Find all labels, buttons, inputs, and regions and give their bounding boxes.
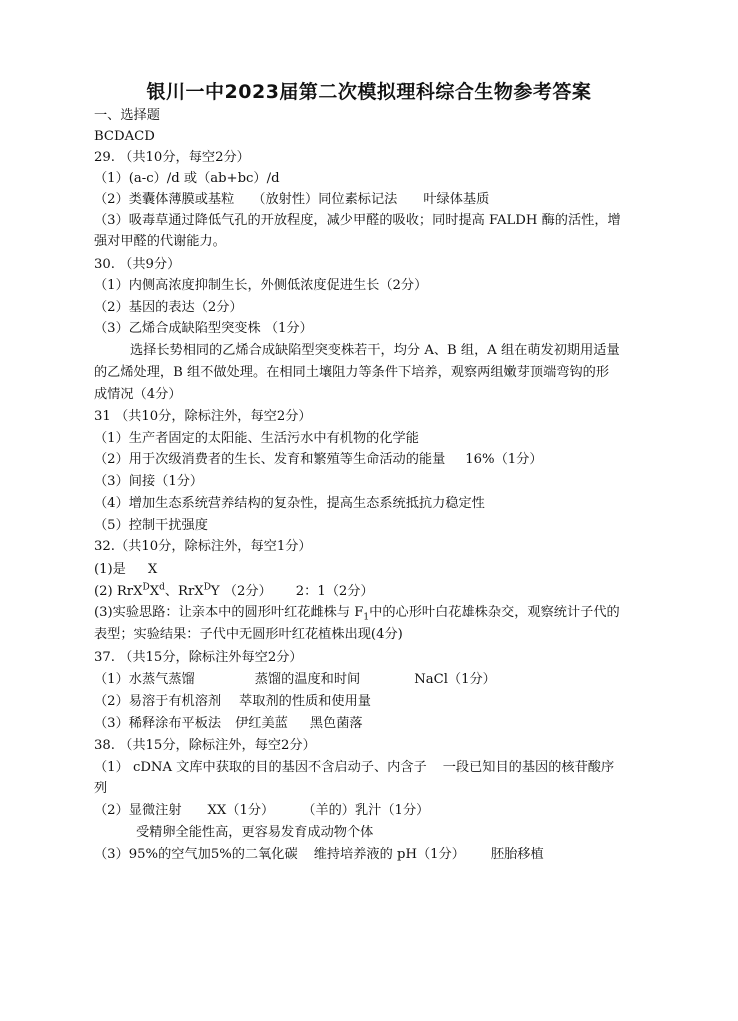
q31-header: 31 （共10分，除标注外，每空2分） (94, 409, 312, 424)
q30-paragraph-line-3: 成情况（4分） (94, 387, 182, 402)
q38-header: 38. （共15分，除标注外，每空2分） (94, 738, 316, 753)
q32-line-1-part-a: (1)是 (94, 562, 126, 577)
q32-line-3b: 表型；实验结果：子代中无圆形叶红花植株出现(4分) (94, 627, 403, 642)
q38-line-2 (94, 802, 654, 820)
q31-line-5: （5）控制干扰强度 (94, 518, 208, 533)
q38-line-2-part-b: XX（1分） (207, 803, 275, 818)
q30-line-2: （2）基因的表达（2分） (94, 300, 243, 315)
genotype-separator: 、RrX (164, 584, 204, 599)
q37-header: 37. （共15分，除标注外每空2分） (94, 650, 303, 665)
multiple-choice-answers: BCDACD (94, 129, 155, 144)
q32-line-3a (94, 604, 654, 622)
q29-line-2-part-b: （放射性）同位素标记法 (252, 192, 398, 207)
q31-line-2-part-a: （2）用于次级消费者的生长、发育和繁殖等生命活动的能量 (94, 452, 446, 467)
q38-line-1-part-b: 一段已知目的基因的核苷酸序 (442, 760, 615, 775)
q37-line-2-part-a: （2）易溶于有机溶剂 (94, 694, 222, 709)
q31-line-2-part-b: 16%（1分） (465, 452, 543, 467)
q37-line-3 (94, 715, 654, 733)
section-heading-multiple-choice: 一、选择题 (94, 108, 160, 123)
q38-line-2-part-a: （2）显微注射 (94, 803, 182, 818)
q31-line-1: （1）生产者固定的太阳能、生活污水中有机物的化学能 (94, 431, 419, 446)
q30-paragraph-line-1: 选择长势相同的乙烯合成缺陷型突变株若干，均分 A、B 组，A 组在萌发初期用适量 (130, 343, 620, 358)
q37-line-1-part-a: （1）水蒸气蒸馏 (94, 672, 195, 687)
q38-line-3 (94, 846, 654, 864)
q31-line-3: （3）间接（1分） (94, 474, 204, 489)
q38-line-1-part-a: （1） cDNA 文库中获取的目的基因不含启动子、内含子 (94, 760, 427, 775)
q32-line-3a-pre: (3)实验思路：让亲本中的圆形叶红花雌株与 F (94, 605, 364, 620)
q38-line-1-continued: 列 (94, 781, 108, 796)
q29-header: 29. （共10分，每空2分） (94, 150, 250, 165)
allele-D-superscript: D (142, 582, 150, 593)
q29-line-2 (94, 191, 654, 209)
q32-header: 32.（共10分，除标注外，每空1分） (94, 539, 312, 554)
f1-subscript: 1 (363, 612, 370, 623)
q37-line-3-part-a: （3）稀释涂布平板法 (94, 716, 222, 731)
ratio-answer: 2：1（2分） (295, 584, 374, 599)
q30-line-1: （1）内侧高浓度抑制生长，外侧低浓度促进生长（2分） (94, 278, 428, 293)
q37-line-2-part-b: 萃取剂的性质和使用量 (239, 694, 371, 709)
allele-D2-superscript: D (203, 582, 211, 593)
q32-line-2 (94, 583, 654, 601)
q37-line-1-part-b: 蒸馏的温度和时间 (254, 672, 361, 687)
q38-line-3-part-a: （3）95%的空气加5%的二氧化碳 (94, 847, 298, 862)
q29-line-2-part-c: 叶绿体基质 (423, 192, 490, 207)
q37-line-3-part-b: 伊红美蓝 (235, 716, 288, 731)
genotype-x: X (149, 584, 160, 599)
q30-line-3: （3）乙烯合成缺陷型突变株 （1分） (94, 321, 313, 336)
q38-line-3-part-b: 维持培养液的 pH（1分） (313, 847, 465, 862)
q38-line-2-explanation: 受精卵全能性高，更容易发育成动物个体 (136, 825, 374, 840)
q29-line-1: （1）(a-c）/d 或（ab+bc）/d (94, 171, 280, 186)
q30-paragraph-line-2: 的乙烯处理，B 组不做处理。在相同土壤阻力等条件下培养，观察两组嫩芽顶端弯钩的形 (94, 365, 610, 380)
q32-line-1-part-b: X (147, 562, 158, 577)
q31-line-2 (94, 451, 654, 469)
genotype-y: Y （2分） (210, 584, 272, 599)
q30-header: 30. （共9分） (94, 257, 181, 272)
q37-line-2 (94, 693, 654, 711)
q29-line-3a: （3）吸毒草通过降低气孔的开放程度，减少甲醛的吸收；同时提高 FALDH 酶的活性，增 (94, 213, 621, 228)
allele-d-superscript: d (159, 582, 165, 593)
q29-line-3b: 强对甲醛的代谢能力。 (94, 234, 226, 249)
q37-line-1-part-c: NaCl（1分） (414, 672, 496, 687)
q38-line-3-part-c: 胚胎移植 (490, 847, 544, 862)
q38-line-2-part-c: （羊的）乳汁（1分） (302, 803, 430, 818)
genotype-prefix: (2) RrX (94, 584, 143, 599)
page-title: 银川一中2023届第二次模拟理科综合生物参考答案 (146, 81, 592, 103)
q32-line-3a-post: 中的心形叶白花雄株杂交，观察统计子代的 (369, 605, 620, 620)
q37-line-3-part-c: 黑色菌落 (309, 716, 363, 731)
q38-line-1 (94, 759, 654, 777)
q37-line-1 (94, 671, 654, 689)
q31-line-4: （4）增加生态系统营养结构的复杂性，提高生态系统抵抗力稳定性 (94, 496, 485, 511)
q32-line-1 (94, 561, 654, 579)
q29-line-2-part-a: （2）类囊体薄膜或基粒 (94, 192, 235, 207)
